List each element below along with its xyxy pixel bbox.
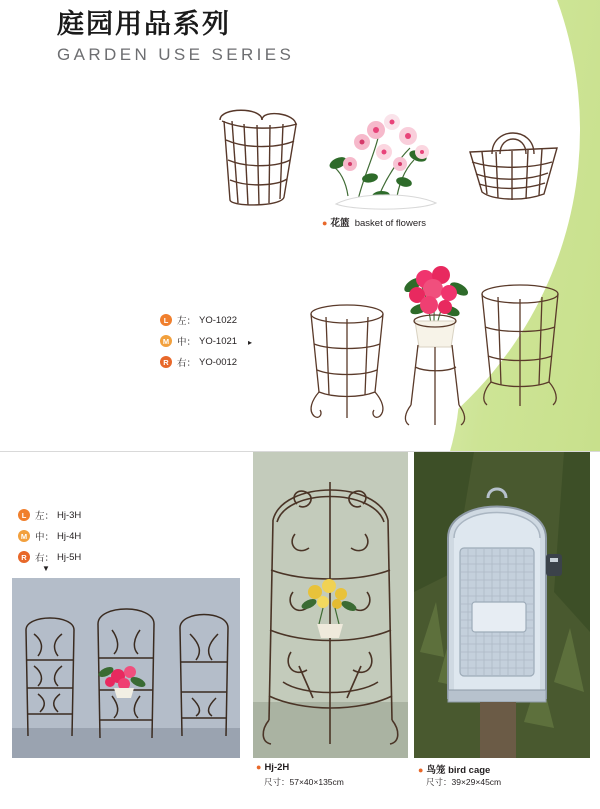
product-code: Hj-5H [57,551,82,563]
list-item [18,529,81,543]
product-code: YO-0012 [199,356,238,368]
corner-shelf-caption [256,762,289,773]
list-item [160,334,237,348]
badge-right-icon: R [160,356,172,368]
position-label: 中： [177,337,197,348]
badge-left-icon: L [18,509,30,521]
plant-stand-left-illustration [300,300,395,425]
position-label: 右： [177,358,197,369]
bird-cage-size-label: 尺寸： [426,777,452,787]
shelf-code-list [18,508,81,571]
position-label: 右： [35,553,55,564]
bird-cage-size-value: 39×29×45cm [451,777,502,787]
badge-left-icon: L [160,314,172,326]
corner-shelf-code: Hj-2H [264,762,290,773]
bird-cage-bullet: ● [418,765,424,775]
badge-middle-icon: M [160,335,172,347]
bird-cage-caption-en: bird cage [448,765,491,776]
basket-caption-bullet: ● [322,218,328,228]
basket-caption-en: basket of flowers [354,218,427,229]
basket-caption [322,215,426,229]
product-code: YO-1021 [199,335,238,347]
plant-stand-right-illustration [470,282,570,414]
product-code: Hj-3H [57,509,82,521]
corner-shelf-bullet: ● [256,762,262,772]
basket-caption-cn: 花篮 [330,218,350,229]
badge-right-icon: R [18,551,30,563]
bird-cage-caption-cn: 鸟笼 [426,765,446,776]
bird-cage-caption [418,762,490,776]
list-item [18,550,81,564]
bird-cage-photo [414,452,590,758]
list-item [18,508,81,522]
plant-stand-code-list [160,313,237,376]
position-label: 左： [35,511,55,522]
corner-shelf-size-value: 57×40×135cm [289,777,344,787]
page-title-en: GARDEN USE SERIES [57,45,295,64]
page-title-cn: 庭园用品系列 [57,9,231,40]
flower-arrangement-illustration [318,108,453,213]
product-code: Hj-4H [57,530,82,542]
corner-shelf-size-label: 尺寸： [264,777,290,787]
list-item [160,355,237,369]
list-item [160,313,237,327]
basket-left-illustration [200,95,320,215]
corner-shelf-size [264,776,344,788]
bird-cage-size [426,776,501,788]
product-code: YO-1022 [199,314,238,326]
position-label: 中： [35,532,55,543]
badge-middle-icon: M [18,530,30,542]
shelf-arrow-icon: ▼ [42,564,50,573]
basket-right-illustration [462,112,567,207]
plant-stand-arrow-icon: ▸ [248,338,253,347]
corner-shelf-photo [253,452,408,758]
page-title [57,8,294,65]
position-label: 左： [177,316,197,327]
shelf-photo [12,578,240,758]
